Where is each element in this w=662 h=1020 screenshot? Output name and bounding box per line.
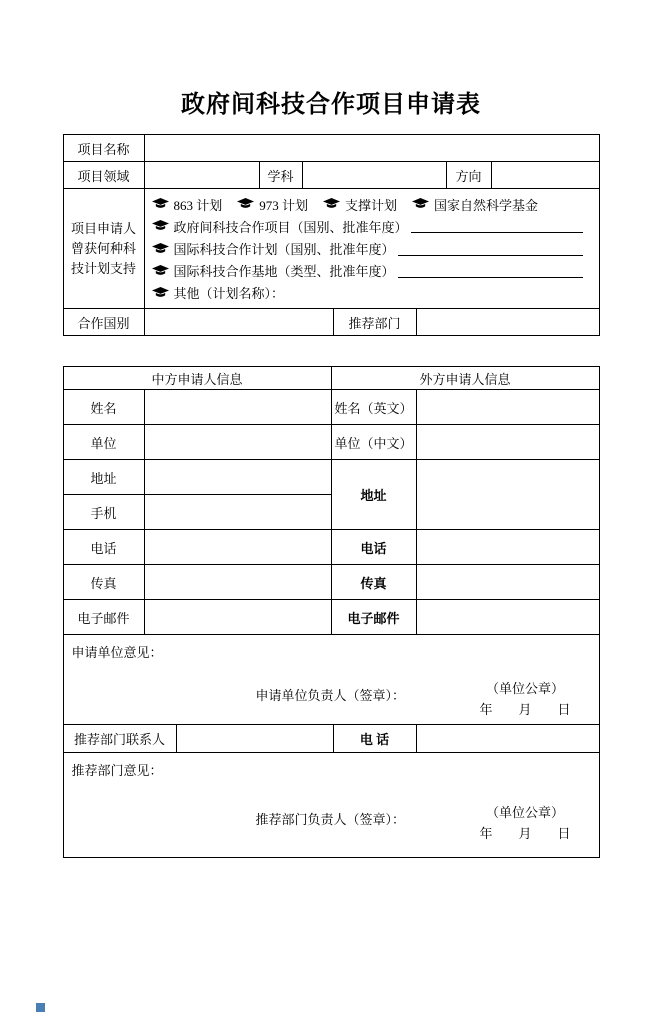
cn-mobile-label: 手机	[90, 505, 117, 521]
direction-value[interactable]	[491, 162, 599, 188]
support-label-line: 曾获何种科	[70, 240, 136, 256]
en-name-value[interactable]	[416, 390, 599, 424]
applicant-opinion-label: 申请单位意见：	[71, 645, 163, 660]
cn-fax-label: 传真	[90, 575, 117, 591]
option-intergov-project[interactable]	[152, 215, 589, 237]
project-field-value[interactable]	[144, 162, 259, 188]
foreign-email-value[interactable]	[416, 600, 599, 634]
support-label-line: 技计划支持	[70, 260, 136, 276]
cn-email-value[interactable]	[144, 600, 331, 634]
foreign-email-label: 电子邮件	[331, 600, 416, 634]
option-label: 政府间科技合作项目（国别、批准年度）	[173, 219, 408, 235]
address-mobile-left	[64, 460, 331, 529]
discipline-value[interactable]	[302, 162, 446, 188]
recommend-contact-value[interactable]	[176, 725, 333, 752]
foreign-address-label: 地址	[331, 460, 416, 529]
address-mobile-row	[64, 459, 599, 529]
recommend-contact-row	[64, 724, 599, 752]
foreign-phone-label: 电话	[331, 530, 416, 564]
fill-blank[interactable]	[398, 255, 583, 256]
graduation-cap-icon	[237, 198, 254, 210]
applicant-header-row	[64, 367, 599, 389]
dept-seal-label: （单位公章）	[485, 805, 564, 820]
graduation-cap-icon	[152, 243, 169, 255]
project-field-label: 项目领域	[77, 168, 130, 184]
cn-fax-value[interactable]	[144, 565, 331, 599]
recommend-phone-label: 电 话	[333, 725, 416, 752]
foreign-unit-label: 单位（中文）	[331, 425, 416, 459]
option-nsfc[interactable]	[412, 195, 538, 214]
cn-address-label: 地址	[90, 470, 117, 486]
cn-mobile-value[interactable]	[144, 495, 331, 529]
dept-opinion-row	[64, 752, 599, 857]
option-intl-coop-plan[interactable]	[152, 237, 589, 259]
applicant-opinion-cell[interactable]	[64, 635, 599, 724]
foreign-fax-label: 传真	[331, 565, 416, 599]
project-field-row	[64, 161, 599, 188]
dept-seal-block	[479, 802, 570, 844]
option-label: 973 计划	[259, 197, 309, 213]
cn-name-value[interactable]	[144, 390, 331, 424]
option-label: 支撑计划	[345, 197, 398, 213]
cn-name-label: 姓名	[90, 400, 117, 416]
en-name-label: 姓名（英文）	[331, 390, 416, 424]
recommend-dept-value[interactable]	[416, 309, 599, 335]
graduation-cap-icon	[323, 198, 340, 210]
graduation-cap-icon	[412, 198, 429, 210]
dept-date-label: 年 月 日	[479, 826, 571, 841]
support-inline-options	[152, 193, 589, 215]
foreign-phone-value[interactable]	[416, 530, 599, 564]
recommend-contact-label: 推荐部门联系人	[73, 732, 165, 747]
direction-label: 方向	[446, 162, 491, 188]
support-label-line: 项目申请人	[70, 220, 136, 236]
page-title: 政府间科技合作项目申请表	[181, 91, 481, 118]
cn-phone-label: 电话	[90, 540, 117, 556]
option-intl-coop-base[interactable]	[152, 260, 589, 282]
discipline-label: 学科	[259, 162, 302, 188]
cooperation-country-label: 合作国别	[77, 315, 130, 331]
unit-row	[64, 424, 599, 459]
option-support-plan[interactable]	[323, 195, 397, 214]
dept-opinion-cell[interactable]	[64, 753, 599, 857]
project-name-row	[64, 135, 599, 161]
mobile-subrow	[64, 494, 331, 529]
applicant-opinion-row	[64, 634, 599, 724]
option-863-plan[interactable]	[152, 195, 223, 214]
graduation-cap-icon	[152, 220, 169, 232]
page-marker	[36, 1003, 45, 1012]
graduation-cap-icon	[152, 198, 169, 210]
cn-unit-label: 单位	[90, 435, 117, 451]
dept-opinion-label: 推荐部门意见：	[71, 763, 163, 778]
foreign-applicant-header: 外方申请人信息	[331, 367, 599, 389]
fill-blank[interactable]	[398, 277, 583, 278]
graduation-cap-icon	[152, 265, 169, 277]
cooperation-country-value[interactable]	[144, 309, 333, 335]
applicant-signer-label: 申请单位负责人（签章）：	[255, 688, 406, 703]
applicant-seal-block	[479, 678, 570, 720]
cooperation-country-row	[64, 308, 599, 335]
support-options	[144, 189, 599, 308]
option-973-plan[interactable]	[237, 195, 308, 214]
option-label: 国际科技合作计划（国别、批准年度）	[173, 242, 395, 257]
foreign-fax-value[interactable]	[416, 565, 599, 599]
address-subrow	[64, 460, 331, 494]
fax-row	[64, 564, 599, 599]
project-name-value[interactable]	[144, 135, 599, 161]
cn-address-value[interactable]	[144, 460, 331, 494]
applicant-seal-label: （单位公章）	[485, 681, 564, 696]
support-label	[64, 189, 144, 308]
project-info-table	[63, 134, 600, 336]
project-name-label: 项目名称	[77, 141, 130, 157]
option-label: 国际科技合作基地（类型、批准年度）	[173, 264, 395, 280]
cn-email-label: 电子邮件	[77, 610, 130, 626]
fill-blank[interactable]	[411, 232, 583, 233]
applicant-date-label: 年 月 日	[479, 702, 571, 717]
foreign-unit-value[interactable]	[416, 425, 599, 459]
applicant-table	[63, 366, 600, 858]
graduation-cap-icon	[152, 287, 169, 299]
option-label: 其他（计划名称）：	[173, 286, 285, 302]
support-row	[64, 188, 599, 308]
cn-phone-value[interactable]	[144, 530, 331, 564]
chinese-applicant-header: 中方申请人信息	[151, 371, 243, 387]
option-other[interactable]	[152, 282, 589, 304]
phone-row	[64, 529, 599, 564]
foreign-address-value[interactable]	[416, 460, 599, 529]
name-row	[64, 389, 599, 424]
form-document	[63, 84, 600, 858]
option-label: 863 计划	[173, 197, 223, 213]
recommend-dept-label: 推荐部门	[333, 309, 416, 335]
cn-unit-value[interactable]	[144, 425, 331, 459]
option-label: 国家自然科学基金	[434, 197, 539, 213]
recommend-phone-value[interactable]	[416, 725, 599, 752]
email-row	[64, 599, 599, 634]
dept-signer-label: 推荐部门负责人（签章）：	[255, 812, 406, 827]
